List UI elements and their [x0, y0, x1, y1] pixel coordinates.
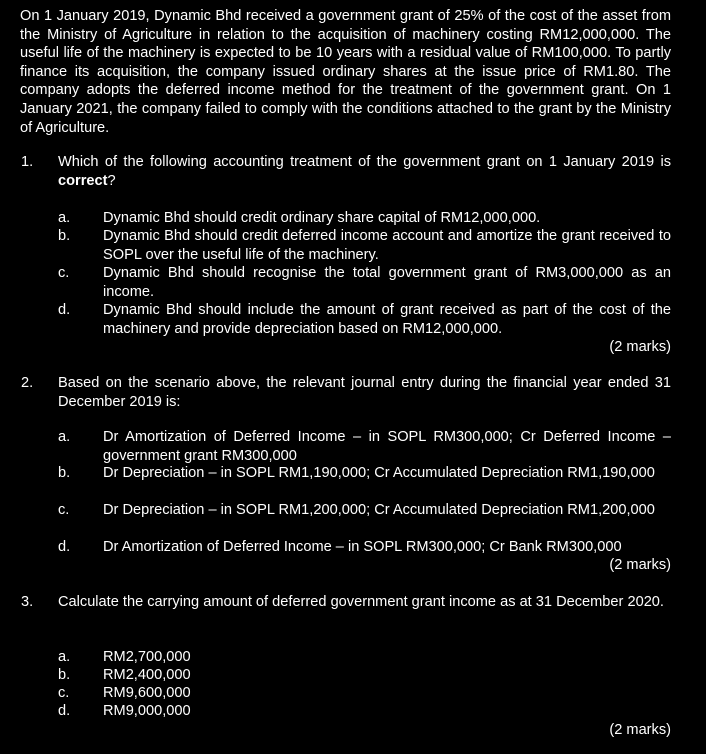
question-2-option-b-letter: b. — [58, 465, 71, 481]
question-2-option-a-text: Dr Amortization of Deferred Income – in SOPL RM300,000; Cr Deferred Income – government grant RM300,000 — [103, 429, 671, 464]
question-2-option-c-letter: c. — [58, 502, 70, 518]
question-3-option-b-text: RM2,400,000 — [103, 667, 191, 683]
question-2-option-d-text: Dr Amortization of Deferred Income – in SOPL RM300,000; Cr Bank RM300,000 — [103, 539, 622, 555]
question-2-number: 2. — [21, 375, 34, 391]
question-2-option-a-letter: a. — [58, 429, 71, 445]
question-1-text — [58, 153, 671, 190]
question-3-option-a-letter: a. — [58, 649, 71, 665]
question-2-marks: (2 marks) — [609, 557, 671, 573]
question-3-option-c-text: RM9,600,000 — [103, 685, 191, 701]
question-1-option-a-letter: a. — [58, 210, 71, 226]
question-3-option-b-letter: b. — [58, 667, 71, 683]
question-3-number: 3. — [21, 594, 34, 610]
question-3-option-a-text: RM2,700,000 — [103, 649, 191, 665]
question-2-option-b-text: Dr Depreciation – in SOPL RM1,190,000; Cr Accumulated Depreciation RM1,190,000 — [103, 465, 655, 481]
question-3-option-d-text: RM9,000,000 — [103, 703, 191, 719]
question-2-option-c-text: Dr Depreciation – in SOPL RM1,200,000; Cr Accumulated Depreciation RM1,200,000 — [103, 502, 655, 518]
question-2-text: Based on the scenario above, the relevant journal entry during the financial year ended 31 December 2019 is: — [58, 375, 671, 410]
question-1-option-c-text: Dynamic Bhd should recognise the total government grant of RM3,000,000 as an income. — [103, 265, 671, 300]
question-1-marks: (2 marks) — [609, 339, 671, 355]
question-1-option-a-text: Dynamic Bhd should credit ordinary share capital of RM12,000,000. — [103, 210, 541, 226]
question-1-text-bold: correct — [58, 172, 108, 189]
question-1-text-after: ? — [107, 172, 116, 189]
question-2-option-d-letter: d. — [58, 539, 71, 555]
question-1-option-b-letter: b. — [58, 228, 71, 244]
question-1-option-d-text: Dynamic Bhd should include the amount of grant received as part of the cost of the machinery and provide depreciation based on RM12,000,000. — [103, 302, 671, 337]
question-3-option-d-letter: d. — [58, 703, 71, 719]
question-1-option-b-text: Dynamic Bhd should credit deferred income account and amortize the grant received to SOPL over the useful life of the machinery. — [103, 228, 671, 263]
question-1-option-d-letter: d. — [58, 302, 71, 318]
question-3-text: Calculate the carrying amount of deferred government grant income as at 31 December 2020. — [58, 594, 664, 610]
question-1-number: 1. — [21, 154, 34, 170]
scenario-paragraph: On 1 January 2019, Dynamic Bhd received a government grant of 25% of the cost of the asset from the Ministry of Agriculture in relation to the acquisition of machinery costing RM12,000,000. The useful life of the machinery is expected to be 10 years with a residual value of RM100,000. To partly finance its acquisition, the company issued ordinary shares at the issue price of RM1.80. The company adopts the deferred income method for the treatment of the government grant. On 1 January 2021, the company failed to comply with the conditions attached to the grant by the Ministry of Agriculture. — [20, 8, 671, 136]
question-1-option-c-letter: c. — [58, 265, 70, 281]
question-3-marks: (2 marks) — [609, 722, 671, 738]
question-3-option-c-letter: c. — [58, 685, 70, 701]
question-1-text-before: Which of the following accounting treatment of the government grant on 1 January 2019 is — [58, 154, 671, 170]
